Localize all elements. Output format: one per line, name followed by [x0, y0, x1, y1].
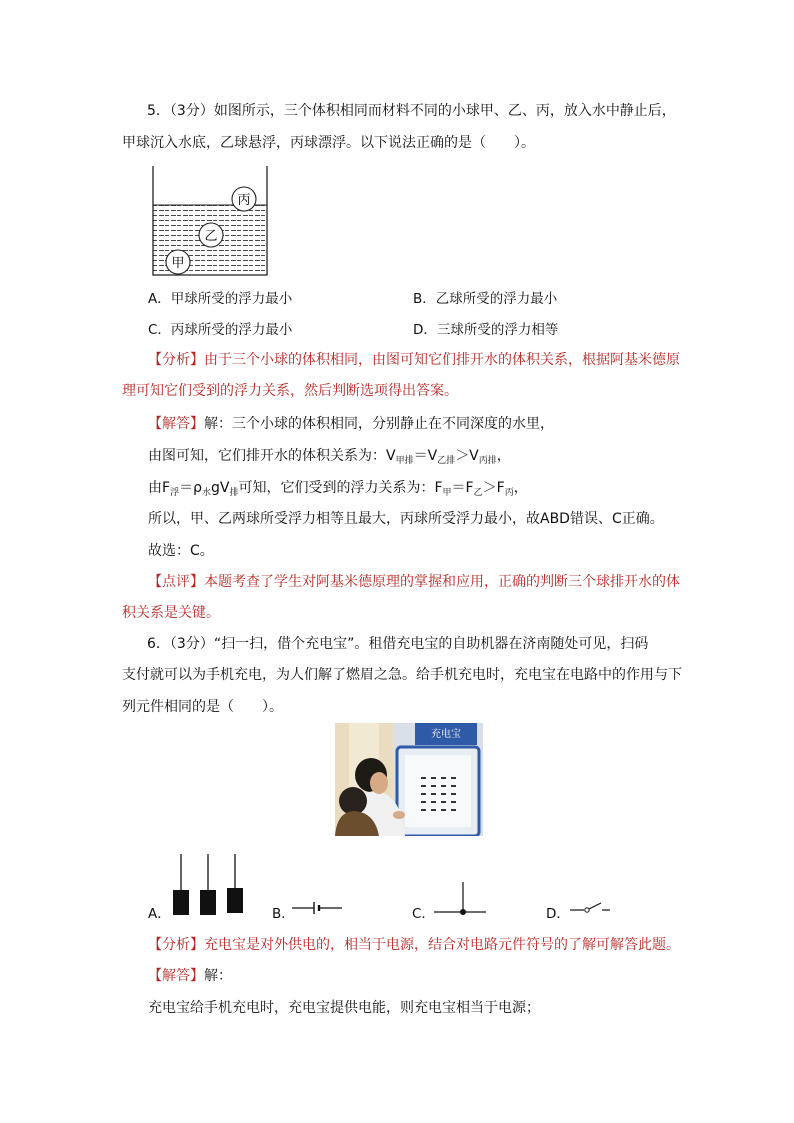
- ball-bing: [232, 187, 256, 211]
- q6-option-d-switch-symbol: [568, 898, 612, 918]
- q5-solution-line3: [148, 478, 528, 503]
- sol3-mid4: ＝F: [451, 480, 474, 496]
- q5-solution-line4: 所以，甲、乙两球所受浮力相等且最大，丙球所受浮力最小，故ABD错误、C正确。: [148, 511, 664, 527]
- q5-analysis-text1: 由于三个小球的体积相同，由图可知它们排开水的体积关系，根据阿基米德原: [204, 352, 680, 368]
- q5-solution-line2: [148, 446, 511, 471]
- q6-option-c[interactable]: C．: [412, 906, 435, 922]
- q5-comment-line2: 积关系是关键。: [122, 605, 220, 621]
- q6-option-c-junction-symbol: [434, 880, 488, 920]
- ball-bing-label: 丙: [237, 193, 251, 208]
- q6-option-a-symbol: [168, 852, 246, 918]
- sol3-mid5: ＞F: [482, 480, 505, 496]
- q6-solution-line1: [148, 966, 232, 986]
- sol2-sub1: 甲排: [395, 456, 414, 466]
- q5-solution-text1: 解：三个小球的体积相同，分别静止在不同深度的水里，: [204, 416, 554, 432]
- q5-comment-tag: 【点评】: [148, 574, 204, 590]
- sol2-pre: 由图可知，它们排开水的体积关系为：V: [148, 448, 396, 464]
- q6-option-b[interactable]: B．: [272, 906, 295, 922]
- q6-option-d[interactable]: D．: [546, 906, 570, 922]
- q5-stem-line1: 5．（3分）如图所示，三个体积相同而材料不同的小球甲、乙、丙，放入水中静止后，: [147, 103, 676, 119]
- q5-option-b[interactable]: B．乙球所受的浮力最小: [413, 291, 558, 307]
- q5-solution-line1: [148, 414, 554, 434]
- sol3-sub4: 甲: [442, 488, 452, 498]
- q5-stem-line2: 甲球沉入水底，乙球悬浮，丙球漂浮。以下说法正确的是（ ）。: [122, 135, 535, 151]
- sol3-sub3: 排: [229, 488, 239, 498]
- q6-analysis-text1: 充电宝是对外供电的，相当于电源，结合对电路元件符号的了解可解答此题。: [204, 937, 680, 953]
- q6-analysis-line1: [148, 935, 680, 955]
- q5-beaker-figure: [146, 163, 276, 279]
- sol2-sub3: 丙排: [478, 456, 497, 466]
- q5-solution-tag: 【解答】: [148, 416, 204, 432]
- q6-solution-tag: 【解答】: [148, 968, 204, 984]
- q5-analysis-tag: 【分析】: [148, 352, 204, 368]
- q5-answer: 故选：C。: [148, 543, 214, 559]
- sol3-mid1: ＝ρ: [179, 480, 202, 496]
- sol2-mid1: ＝V: [413, 448, 438, 464]
- sol2-mid2: ＞V: [455, 448, 479, 464]
- q6-solution-line2: 充电宝给手机充电时，充电宝提供电能，则充电宝相当于电源；: [148, 1000, 540, 1016]
- q5-analysis-line2: 理可知它们受到的浮力关系，然后判断选项得出答案。: [122, 383, 458, 399]
- kiosk-sign-text: 充电宝: [431, 729, 461, 740]
- power-bank-kiosk-photo: [335, 723, 483, 836]
- q6-stem-line1: 6．（3分）“扫一扫，借个充电宝”。租借充电宝的自助机器在济南随处可见，扫码: [147, 636, 649, 652]
- q6-option-b-battery-symbol: [292, 898, 344, 918]
- sol2-sub2: 乙排: [437, 456, 456, 466]
- sol3-mid2: gV: [210, 480, 230, 496]
- ball-jia: [166, 250, 190, 274]
- kiosk-screen: [405, 755, 471, 827]
- q5-option-d[interactable]: D．三球所受的浮力相等: [413, 322, 559, 338]
- q6-solution-text1: 解：: [204, 968, 232, 984]
- sol3-sub5: 乙: [473, 488, 483, 498]
- sol2-post: ，: [496, 448, 511, 464]
- sol3-pre: 由F: [148, 480, 171, 496]
- sol3-sub6: 丙: [504, 488, 514, 498]
- q5-analysis-line1: [148, 350, 680, 370]
- q6-stem-line3: 列元件相同的是（ ）。: [122, 699, 283, 715]
- q6-option-a[interactable]: A．: [148, 906, 171, 922]
- ball-yi: [199, 223, 223, 247]
- sol3-post: ，: [513, 480, 528, 496]
- q5-comment-text1: 本题考查了学生对阿基米德原理的掌握和应用，正确的判断三个球排开水的体: [204, 574, 680, 590]
- sol3-mid3: 可知，它们受到的浮力关系为：F: [238, 480, 443, 496]
- q6-analysis-tag: 【分析】: [148, 937, 204, 953]
- ball-jia-label: 甲: [171, 256, 185, 271]
- ball-yi-label: 乙: [204, 229, 218, 244]
- q5-option-c[interactable]: C．丙球所受的浮力最小: [148, 322, 293, 338]
- q5-comment-line1: [148, 572, 680, 592]
- sol3-sub1: 浮: [170, 488, 180, 498]
- q5-option-a[interactable]: A．甲球所受的浮力最小: [148, 291, 293, 307]
- sol3-sub2: 水: [201, 488, 211, 498]
- q6-stem-line2: 支付就可以为手机充电，为人们解了燃眉之急。给手机充电时，充电宝在电路中的作用与下: [122, 667, 682, 683]
